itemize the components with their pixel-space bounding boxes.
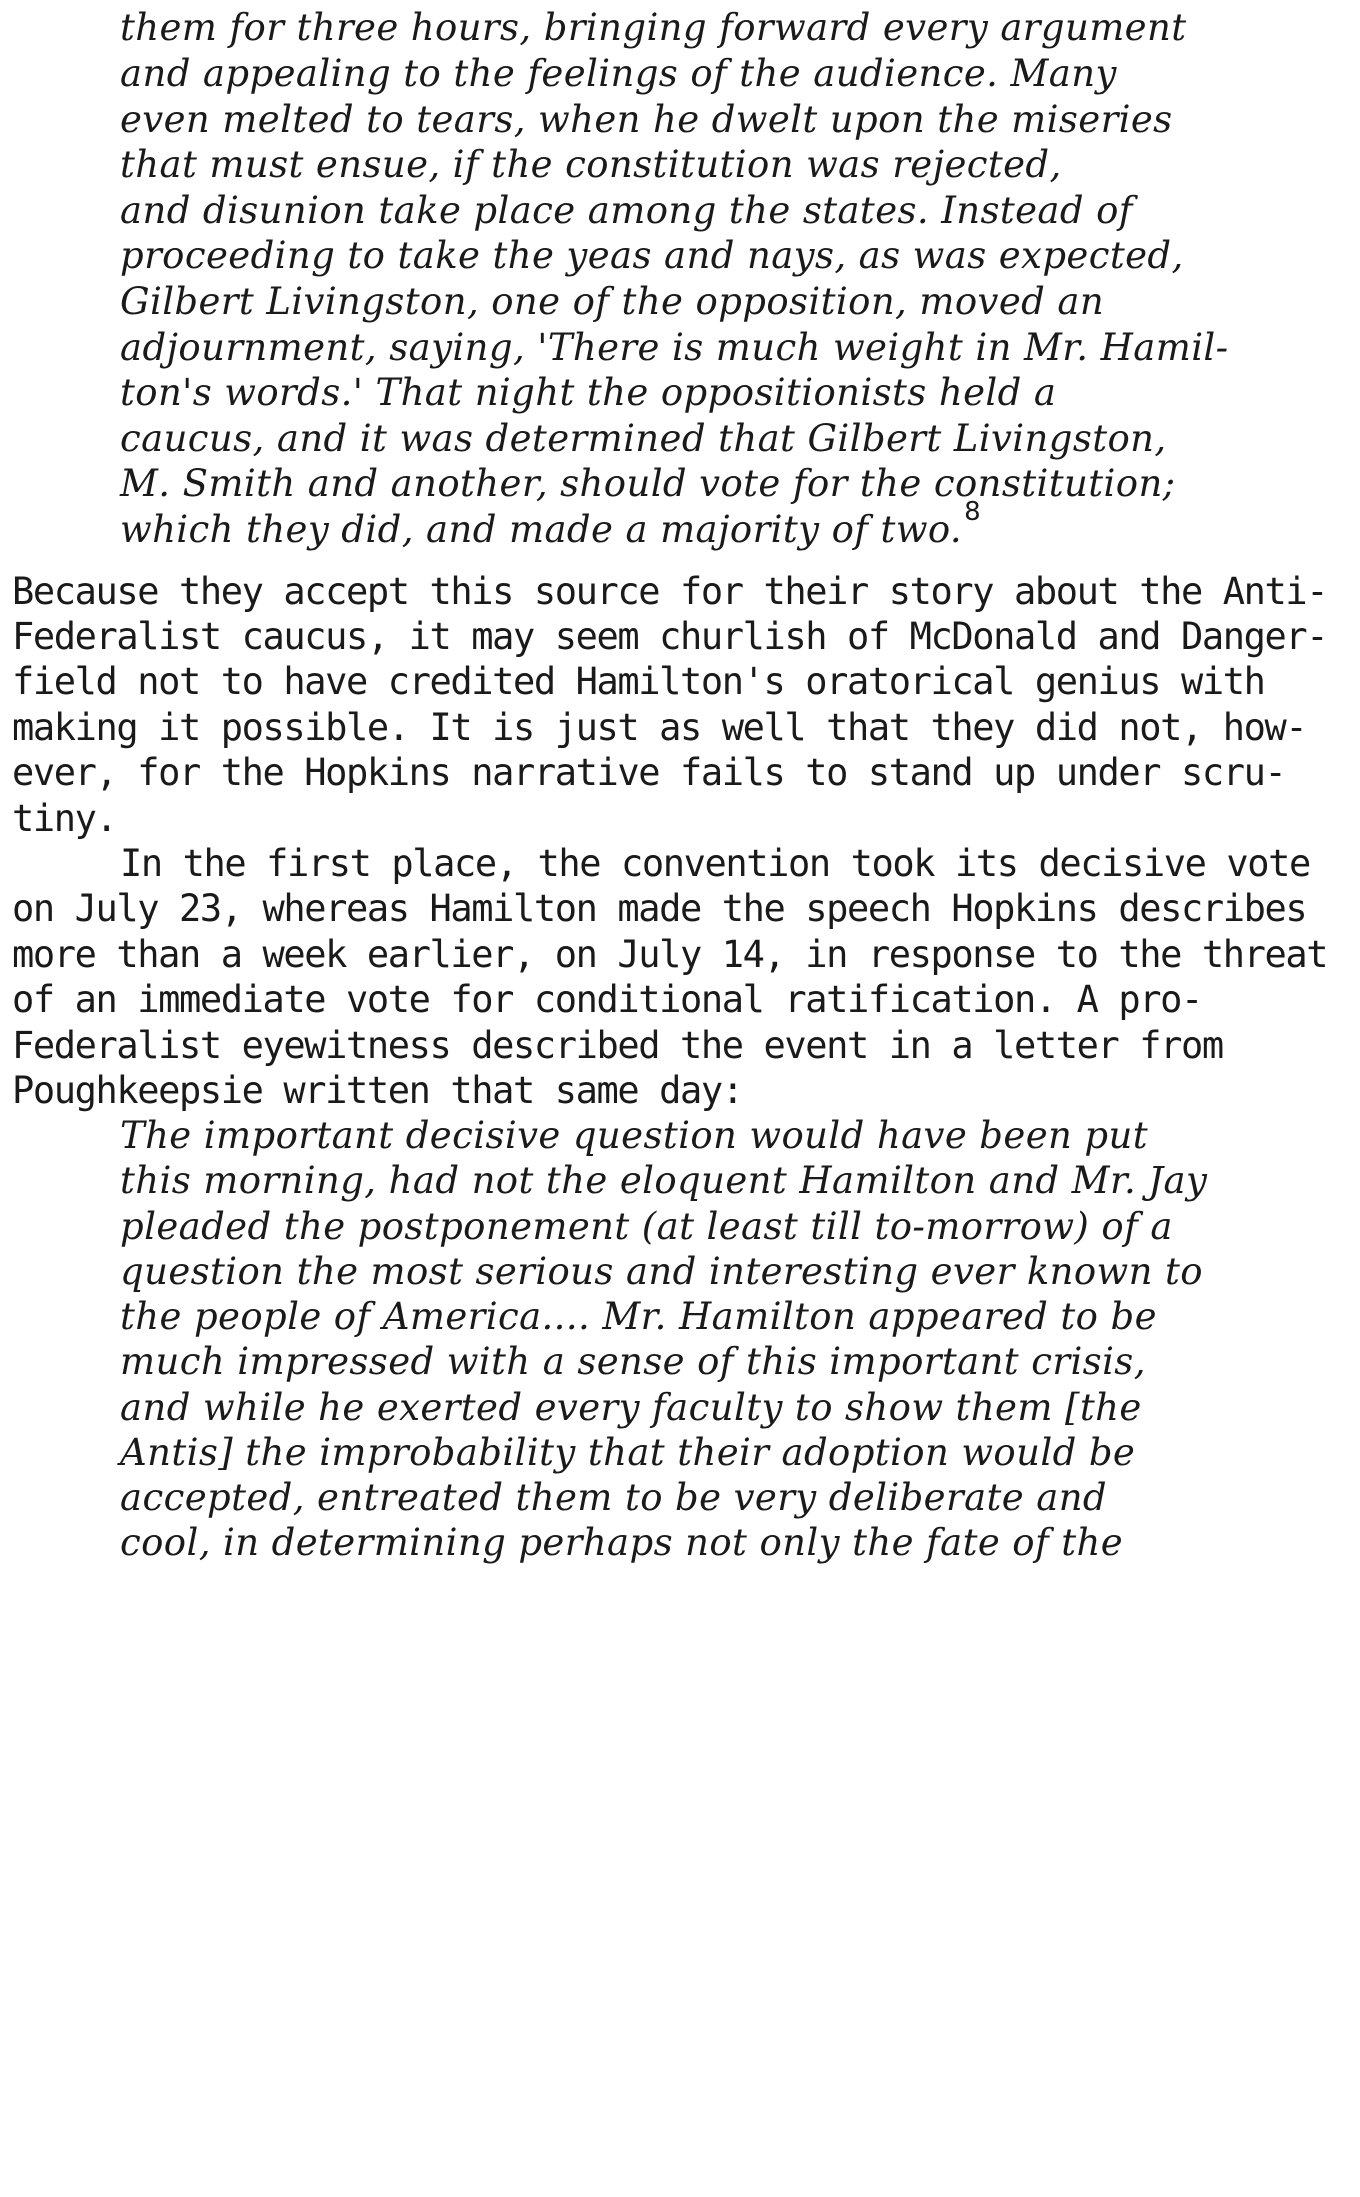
paragraph-line: more than a week earlier, on July 14, in response to the threat [12, 933, 1328, 976]
paragraph-line: making it possible. It is just as well that they did not, how- [12, 706, 1307, 749]
quote-line: M. Smith and another, should vote for the constitution; [120, 462, 1176, 505]
quote-line: much impressed with a sense of this important crisis, [120, 1340, 1146, 1383]
quote-line: them for three hours, bringing forward every argument [120, 6, 1187, 49]
quote-line: adjournment, saying, 'There is much weight in Mr. Hamil- [120, 326, 1229, 369]
paragraph-line: ever, for the Hopkins narrative fails to stand up under scru- [12, 751, 1286, 794]
quote-line-text: which they did, and made a majority of two. [120, 508, 963, 551]
paragraph-line: Federalist caucus, it may seem churlish of McDonald and Danger- [12, 615, 1328, 658]
footnote-marker: 8 [964, 497, 982, 527]
quote-line: and appealing to the feelings of the audience. Many [120, 52, 1117, 95]
quote-line: question the most serious and interesting ever known to [120, 1250, 1203, 1293]
quote-line: Antis] the improbability that their adoption would be [120, 1431, 1136, 1474]
quote-line: accepted, entreated them to be very deliberate and [120, 1476, 1108, 1519]
quote-line: the people of America.... Mr. Hamilton appeared to be [120, 1295, 1157, 1338]
quote-line-last [120, 497, 982, 556]
quote-line: The important decisive question would have been put [120, 1114, 1148, 1157]
quote-line: ton's words.' That night the oppositionists held a [120, 371, 1057, 414]
quote-line: cool, in determining perhaps not only the fate of the [120, 1521, 1124, 1564]
quote-line: this morning, had not the eloquent Hamilton and Mr. Jay [120, 1159, 1208, 1202]
paragraph-line: Because they accept this source for their story about the Anti- [12, 570, 1328, 613]
paragraph-line: tiny. [12, 797, 117, 840]
paragraph-line: Federalist eyewitness described the event in a letter from [12, 1024, 1223, 1067]
quote-line: and while he exerted every faculty to show them [the [120, 1386, 1142, 1429]
quote-line: proceeding to take the yeas and nays, as was expected, [120, 234, 1184, 277]
quote-line: and disunion take place among the states. Instead of [120, 189, 1133, 232]
quote-line: Gilbert Livingston, one of the opposition, moved an [120, 280, 1105, 323]
paragraph-line: of an immediate vote for conditional ratification. A pro- [12, 978, 1202, 1021]
quote-line: caucus, and it was determined that Gilbert Livingston, [120, 417, 1167, 460]
quote-line: pleaded the postponement (at least till to-morrow) of a [120, 1205, 1173, 1248]
quote-line: even melted to tears, when he dwelt upon the miseries [120, 98, 1173, 141]
paragraph-line: In the first place, the convention took its decisive vote [120, 842, 1310, 885]
paragraph-line: field not to have credited Hamilton's oratorical genius with [12, 660, 1265, 703]
quote-line: that must ensue, if the constitution was rejected, [120, 143, 1062, 186]
paragraph-line: Poughkeepsie written that same day: [12, 1069, 743, 1112]
paragraph-line: on July 23, whereas Hamilton made the speech Hopkins describes [12, 887, 1307, 930]
